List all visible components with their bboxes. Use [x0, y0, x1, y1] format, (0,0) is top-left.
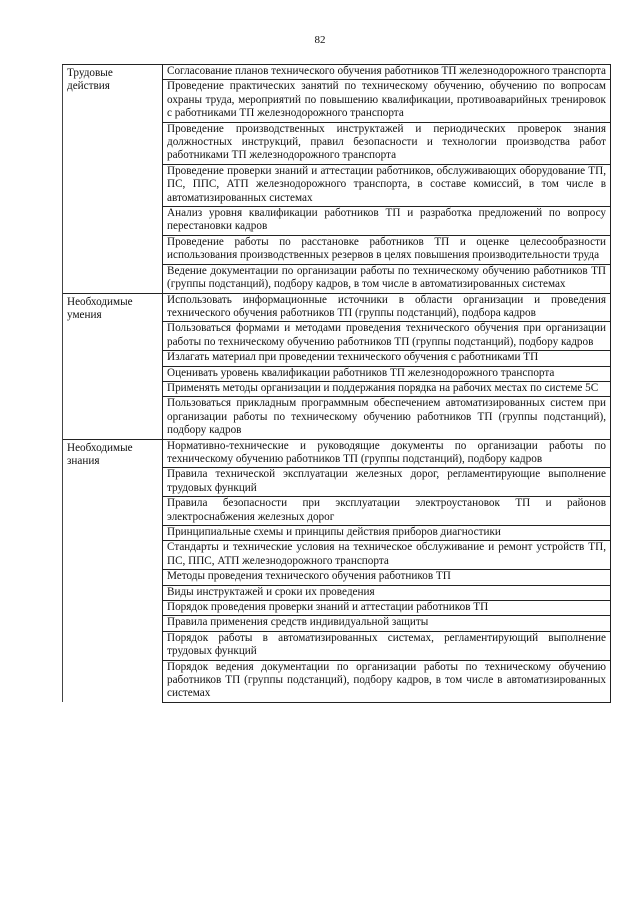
section-item: Проведение практических занятий по техническому обучению, обучению по вопросам охраны труда, мероприятий по повышению квалификации, противоаварийных тренировок с работниками ТП железнодорожного транспорта — [163, 80, 611, 122]
section-item: Порядок ведения документации по организации работы по техническому обучению работников ТП (группы подстанций), подбору кадров, в том числе в автоматизированных системах — [163, 660, 611, 702]
section-item: Правила технической эксплуатации железных дорог, регламентирующие выполнение трудовых функций — [163, 468, 611, 497]
section-item: Правила безопасности при эксплуатации электроустановок ТП и районов электроснабжения железных дорог — [163, 497, 611, 526]
competency-table — [62, 64, 611, 703]
section-item: Излагать материал при проведении технического обучения с работниками ТП — [163, 351, 611, 366]
section-label: Трудовые действия — [63, 65, 163, 294]
section-item: Нормативно-технические и руководящие документы по организации работы по техническому обучению работников ТП (группы подстанций), подбору кадров — [163, 439, 611, 468]
section-item: Методы проведения технического обучения работников ТП — [163, 570, 611, 585]
table-body — [63, 65, 611, 703]
section-item: Ведение документации по организации работы по техническому обучению работников ТП (группы подстанций), подбору кадров, в том числе в автоматизированных системах — [163, 264, 611, 293]
section-item: Проведение производственных инструктажей и периодических проверок знания должностных инструкций, правил безопасности и технологии производства работ работниками ТП железнодорожного транспорта — [163, 122, 611, 164]
section-item: Использовать информационные источники в области организации и проведения технического обучения работников ТП (группы подстанций), подбора кадров — [163, 293, 611, 322]
table-row — [63, 65, 611, 80]
section-item: Порядок работы в автоматизированных системах, регламентирующий выполнение трудовых функций — [163, 631, 611, 660]
section-item: Правила применения средств индивидуальной защиты — [163, 616, 611, 631]
section-label: Необходимые знания — [63, 439, 163, 702]
section-item: Принципиальные схемы и принципы действия приборов диагностики — [163, 526, 611, 541]
section-item: Порядок проведения проверки знаний и аттестации работников ТП — [163, 601, 611, 616]
section-item: Анализ уровня квалификации работников ТП и разработка предложений по вопросу перестановки кадров — [163, 207, 611, 236]
page-number: 82 — [314, 34, 326, 46]
section-item: Применять методы организации и поддержания порядка на рабочих местах по системе 5С — [163, 381, 611, 396]
section-item: Стандарты и технические условия на техническое обслуживание и ремонт устройств ТП, ПС, ППС, АТП железнодорожного транспорта — [163, 541, 611, 570]
section-item: Пользоваться формами и методами проведения технического обучения при организации работы по техническому обучению работников ТП (группы подстанций), подбору кадров — [163, 322, 611, 351]
table-row — [63, 293, 611, 322]
section-item: Виды инструктажей и сроки их проведения — [163, 585, 611, 600]
section-label: Необходимые умения — [63, 293, 163, 439]
section-item: Оценивать уровень квалификации работников ТП железнодорожного транспорта — [163, 366, 611, 381]
section-item: Проведение работы по расстановке работников ТП и оценке целесообразности использования производственных резервов в целях повышения производительности труда — [163, 235, 611, 264]
table-row — [63, 439, 611, 468]
section-item: Пользоваться прикладным программным обеспечением автоматизированных систем при организации работы по техническому обучению работников ТП (группы подстанций), подбору кадров — [163, 397, 611, 439]
section-item: Проведение проверки знаний и аттестации работников, обслуживающих оборудование ТП, ПС, ППС, АТП железнодорожного транспорта, в составе комиссий, в том числе в автоматизированных системах — [163, 164, 611, 206]
section-item: Согласование планов технического обучения работников ТП железнодорожного транспорта — [163, 65, 611, 80]
